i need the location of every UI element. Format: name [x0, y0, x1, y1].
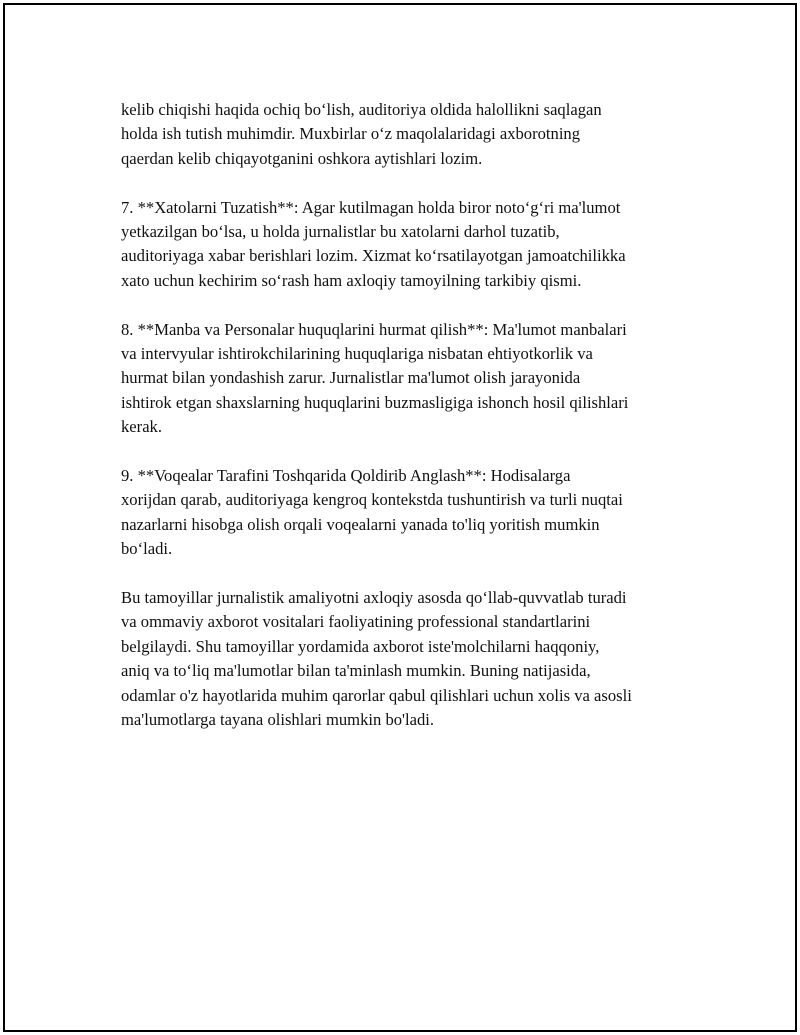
paragraph-item-8-source-rights: 8. **Manba va Personalar huquqlarini hurmat qilish**: Ma'lumot manbalari va intervyular ishtirokchilarining huquqlariga nisbatan ehtiyotkorlik va hurmat bilan yondashish zarur. Jurnalistlar ma'lumot olish jarayonida ishtirok etgan shaxslarning huquqlarini buzmasligiga ishonch hosil qilishlari kerak. — [121, 319, 629, 437]
paragraph-intro-continuation: kelib chiqishi haqida ochiq bo‘lish, auditoriya oldida halollikni saqlagan holda ish tutish muhimdir. Muxbirlar o‘z maqolalaridagi axborotning qaerdan kelib chiqayotganini oshkora aytishlari lozim. — [121, 100, 602, 168]
page-frame — [3, 3, 797, 1032]
paragraph-item-9-context: 9. **Voqealar Tarafini Toshqarida Qoldirib Anglash**: Hodisalarga xorijdan qarab, auditoriyaga kengroq kontekstda tushuntirish va turli nuqtai nazarlarni hisobga olish orqali voqealarni yanada to'liq yoritish mumkin bo‘ladi. — [121, 466, 623, 559]
paragraph-conclusion: Bu tamoyillar jurnalistik amaliyotni axloqiy asosda qo‘llab-quvvatlab turadi va ommaviy axborot vositalari faoliyatining professional standartlarini belgilaydi. Shu tamoyillar yordamida axborot iste'molchilarni haqqoniy, aniq va to‘liq ma'lumotlar bilan ta'minlash mumkin. Buning natijasida, odamlar o'z hayotlarida muhim qarorlar qabul qilishlari uchun xolis va asosli ma'lumotlarga tayana olishlari mumkin bo'ladi. — [121, 588, 632, 730]
document-body — [121, 98, 711, 757]
paragraph-item-7-error-correction: 7. **Xatolarni Tuzatish**: Agar kutilmagan holda biror noto‘g‘ri ma'lumot yetkazilgan bo‘lsa, u holda jurnalistlar bu xatolarni darhol tuzatib, auditoriyaga xabar berishlari lozim. Xizmat ko‘rsatilayotgan jamoatchilikka xato uchun kechirim so‘rash ham axloqiy tamoyilning tarkibiy qismi. — [121, 197, 626, 290]
